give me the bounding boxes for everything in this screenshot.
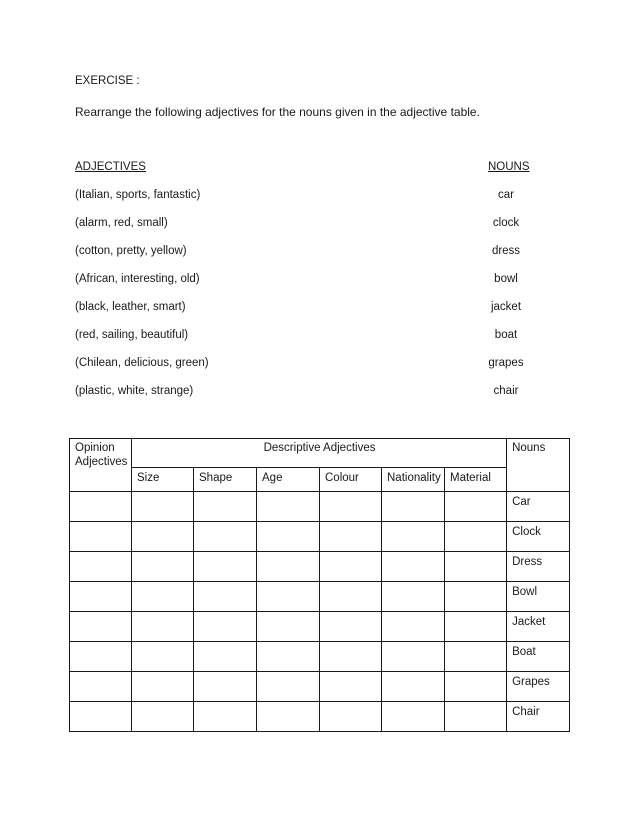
table-row (70, 492, 570, 522)
answer-cell[interactable] (194, 642, 257, 672)
adjective-group: (cotton, pretty, yellow) (75, 245, 187, 257)
answer-cell[interactable] (382, 672, 445, 702)
age-header: Age (257, 468, 320, 492)
answer-cell[interactable] (70, 702, 132, 732)
answer-cell[interactable] (132, 492, 194, 522)
adjective-group: (alarm, red, small) (75, 217, 168, 229)
answer-cell[interactable] (320, 612, 382, 642)
answer-cell[interactable] (132, 582, 194, 612)
noun-item: clock (492, 217, 520, 229)
table-row (70, 522, 570, 552)
noun-item: grapes (488, 357, 524, 369)
answer-cell[interactable] (257, 642, 320, 672)
answer-cell[interactable] (132, 612, 194, 642)
noun-item: chair (493, 385, 519, 397)
answer-cell[interactable] (445, 492, 507, 522)
answer-cell[interactable] (320, 552, 382, 582)
shape-header: Shape (194, 468, 257, 492)
answer-cell[interactable] (320, 672, 382, 702)
adjective-group: (Italian, sports, fantastic) (75, 189, 201, 201)
opinion-adjectives-header: Opinion Adjectives (70, 439, 132, 492)
answer-cell[interactable] (320, 642, 382, 672)
exercise-title: EXERCISE : (75, 75, 140, 87)
answer-cell[interactable] (70, 582, 132, 612)
adjective-table (69, 438, 570, 732)
answer-cell[interactable] (132, 672, 194, 702)
adjective-group: (plastic, white, strange) (75, 385, 194, 397)
nouns-column-header: Nouns (507, 439, 570, 492)
nouns-header: NOUNS (488, 161, 530, 173)
answer-cell[interactable] (194, 702, 257, 732)
descriptive-adjectives-header: Descriptive Adjectives (132, 439, 507, 468)
answer-cell[interactable] (257, 672, 320, 702)
answer-cell[interactable] (320, 492, 382, 522)
answer-cell[interactable] (132, 642, 194, 672)
answer-cell[interactable] (70, 612, 132, 642)
answer-cell[interactable] (257, 582, 320, 612)
answer-cell[interactable] (194, 582, 257, 612)
noun-cell: Car (507, 492, 570, 522)
material-header: Material (445, 468, 507, 492)
answer-cell[interactable] (132, 702, 194, 732)
table-row (70, 702, 570, 732)
answer-cell[interactable] (320, 702, 382, 732)
answer-cell[interactable] (382, 702, 445, 732)
answer-cell[interactable] (382, 582, 445, 612)
answer-cell[interactable] (382, 492, 445, 522)
answer-cell[interactable] (132, 552, 194, 582)
table-row (70, 552, 570, 582)
colour-header: Colour (320, 468, 382, 492)
answer-cell[interactable] (257, 552, 320, 582)
answer-cell[interactable] (70, 672, 132, 702)
nationality-header: Nationality (382, 468, 445, 492)
answer-cell[interactable] (445, 582, 507, 612)
adjective-group: (black, leather, smart) (75, 301, 186, 313)
noun-item: boat (494, 329, 518, 341)
answer-cell[interactable] (445, 702, 507, 732)
answer-cell[interactable] (194, 522, 257, 552)
noun-item: jacket (490, 301, 522, 313)
answer-cell[interactable] (257, 522, 320, 552)
noun-cell: Bowl (507, 582, 570, 612)
table-row (70, 672, 570, 702)
answer-cell[interactable] (445, 522, 507, 552)
answer-cell[interactable] (257, 612, 320, 642)
answer-cell[interactable] (194, 492, 257, 522)
answer-cell[interactable] (70, 552, 132, 582)
answer-cell[interactable] (445, 552, 507, 582)
noun-cell: Grapes (507, 672, 570, 702)
answer-cell[interactable] (382, 642, 445, 672)
noun-item: bowl (494, 273, 518, 285)
answer-cell[interactable] (70, 492, 132, 522)
answer-cell[interactable] (382, 522, 445, 552)
answer-cell[interactable] (320, 582, 382, 612)
answer-cell[interactable] (70, 642, 132, 672)
noun-cell: Dress (507, 552, 570, 582)
answer-cell[interactable] (382, 552, 445, 582)
table-row (70, 642, 570, 672)
answer-cell[interactable] (194, 612, 257, 642)
noun-item: car (498, 189, 514, 201)
answer-cell[interactable] (382, 612, 445, 642)
answer-cell[interactable] (194, 672, 257, 702)
size-header: Size (132, 468, 194, 492)
answer-cell[interactable] (132, 522, 194, 552)
answer-cell[interactable] (194, 552, 257, 582)
noun-item: dress (491, 245, 521, 257)
exercise-instructions: Rearrange the following adjectives for the nouns given in the adjective table. (75, 105, 480, 119)
answer-cell[interactable] (445, 612, 507, 642)
noun-cell: Clock (507, 522, 570, 552)
answer-cell[interactable] (320, 522, 382, 552)
table-row (70, 612, 570, 642)
noun-cell: Boat (507, 642, 570, 672)
adjective-group: (red, sailing, beautiful) (75, 329, 189, 341)
answer-cell[interactable] (70, 522, 132, 552)
answer-cell[interactable] (257, 492, 320, 522)
answer-cell[interactable] (257, 702, 320, 732)
noun-cell: Jacket (507, 612, 570, 642)
adjectives-header: ADJECTIVES (75, 161, 146, 173)
adjective-group: (Chilean, delicious, green) (75, 357, 209, 369)
adjective-group: (African, interesting, old) (75, 273, 200, 285)
table-row (70, 582, 570, 612)
answer-cell[interactable] (445, 672, 507, 702)
noun-cell: Chair (507, 702, 570, 732)
answer-cell[interactable] (445, 642, 507, 672)
